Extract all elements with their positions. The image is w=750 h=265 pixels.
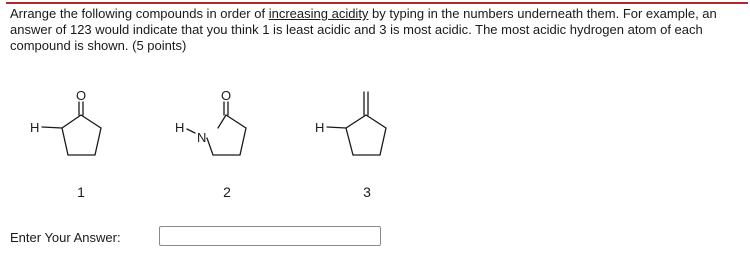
compound-2-structure bbox=[187, 102, 246, 155]
compound-2-number: 2 bbox=[223, 184, 231, 200]
compound-3-number: 3 bbox=[363, 184, 371, 200]
top-divider bbox=[6, 2, 748, 4]
compound-2-oxygen: O bbox=[221, 88, 232, 103]
compound-1-structure bbox=[42, 102, 101, 155]
compound-2-hydrogen: H bbox=[175, 120, 185, 135]
compound-3-hydrogen: H bbox=[315, 120, 325, 135]
compound-3-structure bbox=[327, 92, 386, 155]
answer-input[interactable] bbox=[159, 226, 381, 246]
compound-1-hydrogen: H bbox=[30, 120, 40, 135]
compound-1-oxygen: O bbox=[76, 88, 87, 103]
question-text: Arrange the following compounds in order of increasing acidity by typing in the numbers underneath them. For example, an answer of 123 would indicate that you think 1 is least acidic and 3 is most acidic. The most acidic hydrogen atom of each compound is shown. (5 points) bbox=[10, 6, 717, 53]
answer-label: Enter Your Answer: bbox=[10, 230, 121, 245]
compound-1-number: 1 bbox=[77, 184, 85, 200]
increasing-acidity-emphasis: increasing acidity bbox=[268, 6, 369, 21]
compound-2-nitrogen: N bbox=[197, 130, 207, 145]
